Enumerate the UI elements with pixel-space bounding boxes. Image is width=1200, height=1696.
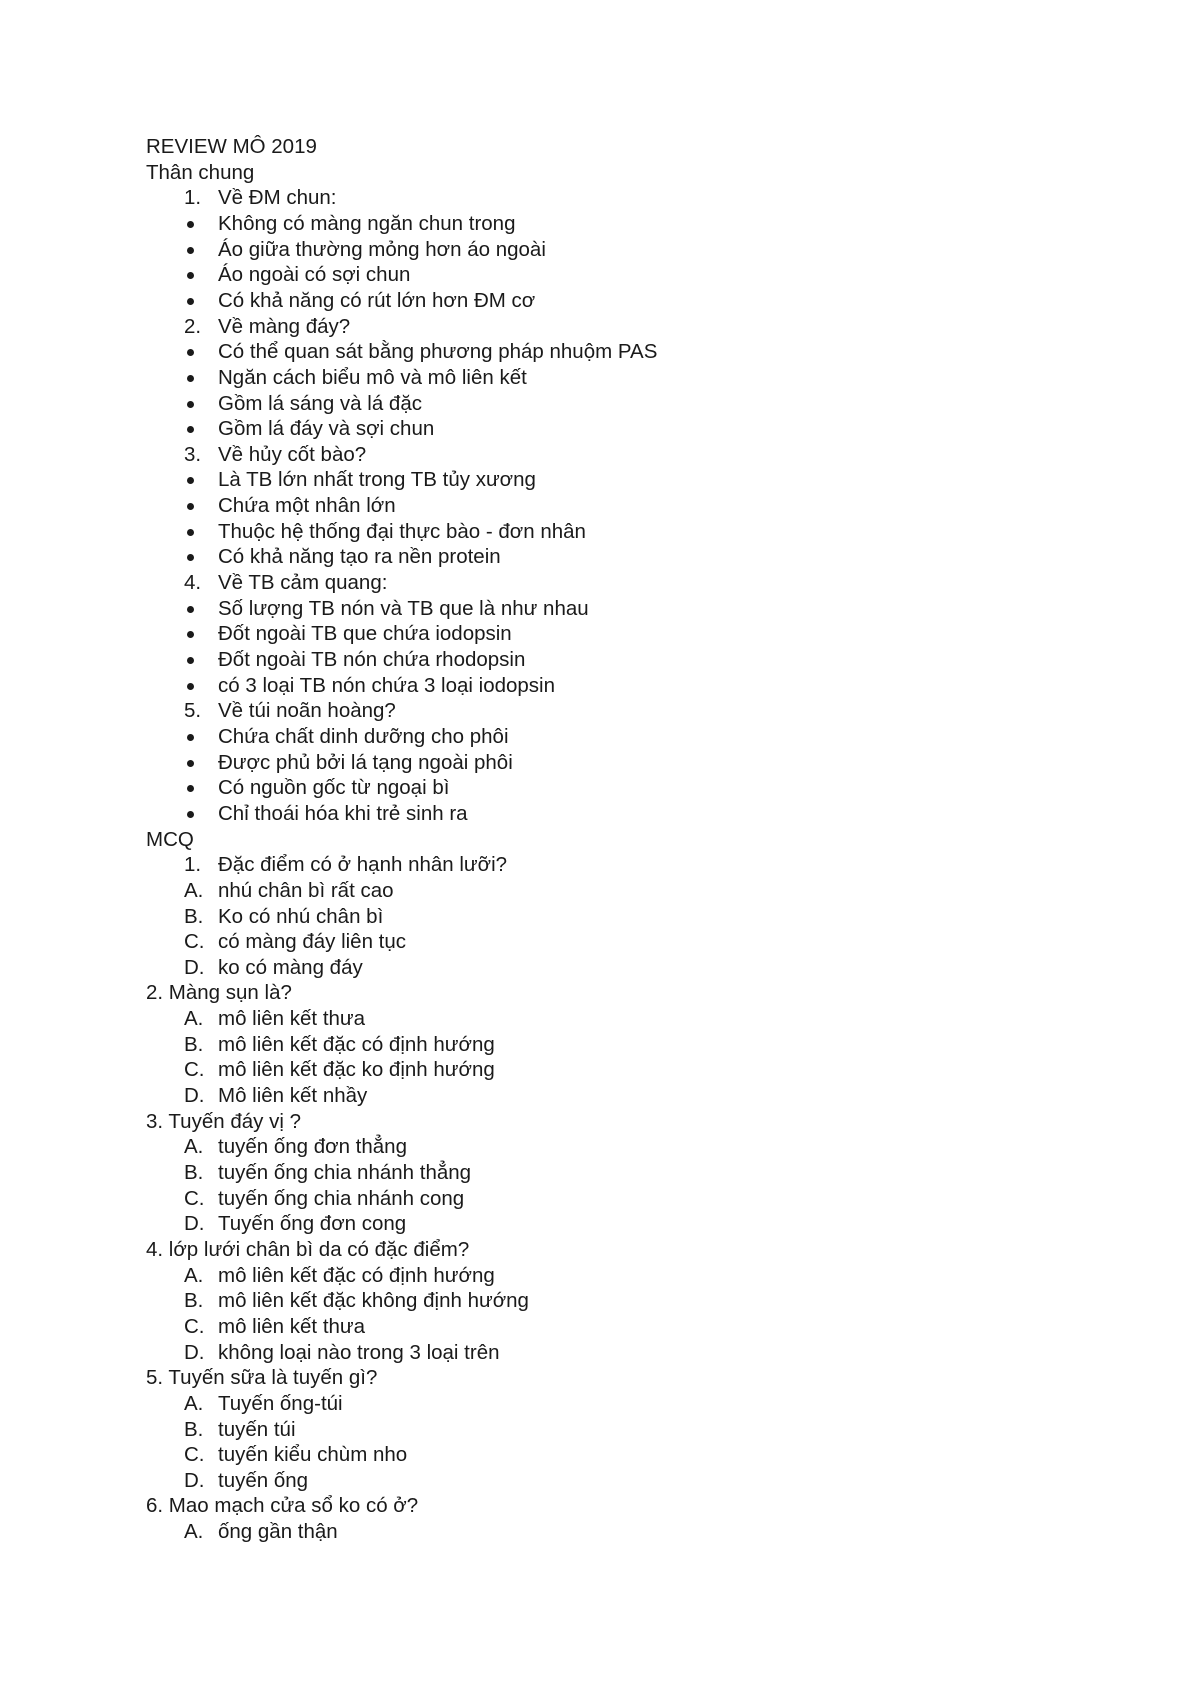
line-text: 2. Màng sụn là? xyxy=(146,981,292,1005)
line-text: Mô liên kết nhầy xyxy=(218,1084,368,1108)
bullet-icon xyxy=(187,554,194,561)
line-text: Số lượng TB nón và TB que là như nhau xyxy=(218,596,589,620)
bullet-icon xyxy=(187,221,194,228)
line-text: Có thể quan sát bằng phương pháp nhuộm PAS xyxy=(218,340,658,364)
line-text: Chứa một nhân lớn xyxy=(218,494,396,518)
line-text: Thân chung xyxy=(146,160,255,184)
line-text: có 3 loại TB nón chứa 3 loại iodopsin xyxy=(218,673,556,697)
line-text: Là TB lớn nhất trong TB tủy xương xyxy=(218,468,536,492)
bullet-icon xyxy=(187,683,194,690)
line-text: Chỉ thoái hóa khi trẻ sinh ra xyxy=(218,801,468,825)
bullet-icon xyxy=(187,426,194,433)
list-marker: D. xyxy=(184,1340,205,1364)
heading-line xyxy=(146,1109,301,1135)
bullet-icon xyxy=(187,760,194,767)
line-text: Gồm lá sáng và lá đặc xyxy=(218,391,422,415)
heading-line xyxy=(146,1493,418,1519)
line-text: Đốt ngoài TB que chứa iodopsin xyxy=(218,622,512,646)
list-marker: 1. xyxy=(184,186,202,210)
line-text: Có khả năng tạo ra nền protein xyxy=(218,545,501,569)
line-text: ống gần thận xyxy=(218,1520,338,1544)
line-text: tuyến ống đơn thẳng xyxy=(218,1135,407,1159)
line-text: Đặc điểm có ở hạnh nhân lưỡi? xyxy=(218,853,508,877)
bullet-icon xyxy=(187,375,194,382)
list-marker: A. xyxy=(184,1520,204,1544)
list-marker: D. xyxy=(184,1212,205,1236)
heading-line xyxy=(146,1237,469,1263)
list-marker: C. xyxy=(184,1443,205,1467)
line-text: không loại nào trong 3 loại trên xyxy=(218,1340,500,1364)
line-text: 6. Mao mạch cửa sổ ko có ở? xyxy=(146,1494,419,1518)
bullet-icon xyxy=(187,785,194,792)
list-marker: A. xyxy=(184,1135,204,1159)
heading-line xyxy=(146,827,194,853)
list-marker: D. xyxy=(184,1468,205,1492)
line-text: Tuyến ống-túi xyxy=(218,1391,343,1415)
line-text: Có khả năng có rút lớn hơn ĐM cơ xyxy=(218,288,536,312)
line-text: Về TB cảm quang: xyxy=(218,571,388,595)
bullet-icon xyxy=(187,631,194,638)
line-text: Có nguồn gốc từ ngoại bì xyxy=(218,776,450,800)
bullet-icon xyxy=(187,811,194,818)
line-text: tuyến ống xyxy=(218,1468,309,1492)
line-text: tuyến ống chia nhánh cong xyxy=(218,1186,465,1210)
bullet-icon xyxy=(187,529,194,536)
heading-line xyxy=(146,1365,377,1391)
bullet-icon xyxy=(187,401,194,408)
line-text: REVIEW MÔ 2019 xyxy=(146,135,317,158)
list-marker: B. xyxy=(184,1417,204,1441)
list-marker: 1. xyxy=(184,853,202,877)
bullet-icon xyxy=(187,657,194,664)
bullet-icon xyxy=(187,734,194,741)
line-text: Về hủy cốt bào? xyxy=(218,442,367,466)
list-marker: 5. xyxy=(184,699,202,723)
line-text: 5. Tuyến sữa là tuyến gì? xyxy=(146,1366,378,1390)
list-marker: A. xyxy=(184,1391,204,1415)
line-text: mô liên kết đặc ko định hướng xyxy=(218,1058,495,1082)
list-marker: D. xyxy=(184,955,205,979)
line-text: 4. lớp lưới chân bì da có đặc điểm? xyxy=(146,1237,470,1261)
list-marker: A. xyxy=(184,1007,204,1031)
bullet-icon xyxy=(187,349,194,356)
bullet-icon xyxy=(187,298,194,305)
heading-line xyxy=(146,134,317,160)
list-marker: B. xyxy=(184,1032,204,1056)
heading-line xyxy=(146,160,254,186)
line-text: Không có màng ngăn chun trong xyxy=(218,211,516,235)
list-marker: B. xyxy=(184,904,204,928)
line-text: 3. Tuyến đáy vị ? xyxy=(146,1109,301,1133)
bullet-icon xyxy=(187,503,194,510)
bullet-icon xyxy=(187,272,194,279)
line-text: Thuộc hệ thống đại thực bào - đơn nhân xyxy=(218,519,586,543)
line-text: Ko có nhú chân bì xyxy=(218,904,384,928)
bullet-icon xyxy=(187,477,194,484)
line-text: Được phủ bởi lá tạng ngoài phôi xyxy=(218,750,513,774)
line-text: Gồm lá đáy và sợi chun xyxy=(218,417,435,441)
list-marker: B. xyxy=(184,1161,204,1184)
line-text: Về màng đáy? xyxy=(218,314,351,338)
list-marker: C. xyxy=(184,930,205,954)
line-text: nhú chân bì rất cao xyxy=(218,878,394,902)
line-text: mô liên kết đặc không định hướng xyxy=(218,1289,529,1313)
line-text: Về ĐM chun: xyxy=(218,186,337,210)
line-text: Áo ngoài có sợi chun xyxy=(218,263,411,287)
bullet-icon xyxy=(187,606,194,613)
line-text: ko có màng đáy xyxy=(218,955,363,979)
line-text: Ngăn cách biểu mô và mô liên kết xyxy=(218,365,527,389)
line-text: mô liên kết thưa xyxy=(218,1007,366,1031)
line-text: Chứa chất dinh dưỡng cho phôi xyxy=(218,724,509,748)
list-marker: C. xyxy=(184,1186,205,1210)
list-marker: B. xyxy=(184,1289,204,1313)
line-text: mô liên kết đặc có định hướng xyxy=(218,1032,495,1056)
list-marker: A. xyxy=(184,878,204,902)
list-marker: A. xyxy=(184,1263,204,1287)
list-marker: C. xyxy=(184,1058,205,1082)
list-marker: C. xyxy=(184,1314,205,1338)
line-text: MCQ xyxy=(146,827,194,851)
line-text: mô liên kết đặc có định hướng xyxy=(218,1263,495,1287)
line-text: tuyến túi xyxy=(218,1417,296,1441)
line-text: tuyến kiểu chùm nho xyxy=(218,1443,408,1467)
heading-line xyxy=(146,980,292,1006)
list-marker: D. xyxy=(184,1084,205,1108)
list-marker: 4. xyxy=(184,571,202,595)
line-text: Đốt ngoài TB nón chứa rhodopsin xyxy=(218,648,526,671)
line-text: mô liên kết thưa xyxy=(218,1314,366,1338)
line-text: Về túi noãn hoàng? xyxy=(218,699,396,723)
list-marker: 3. xyxy=(184,442,202,466)
list-marker: 2. xyxy=(184,314,202,338)
line-text: tuyến ống chia nhánh thẳng xyxy=(218,1161,472,1184)
line-text: Áo giữa thường mỏng hơn áo ngoài xyxy=(218,237,546,261)
line-text: Tuyến ống đơn cong xyxy=(218,1212,407,1236)
line-text: có màng đáy liên tục xyxy=(218,930,407,954)
bullet-icon xyxy=(187,247,194,254)
